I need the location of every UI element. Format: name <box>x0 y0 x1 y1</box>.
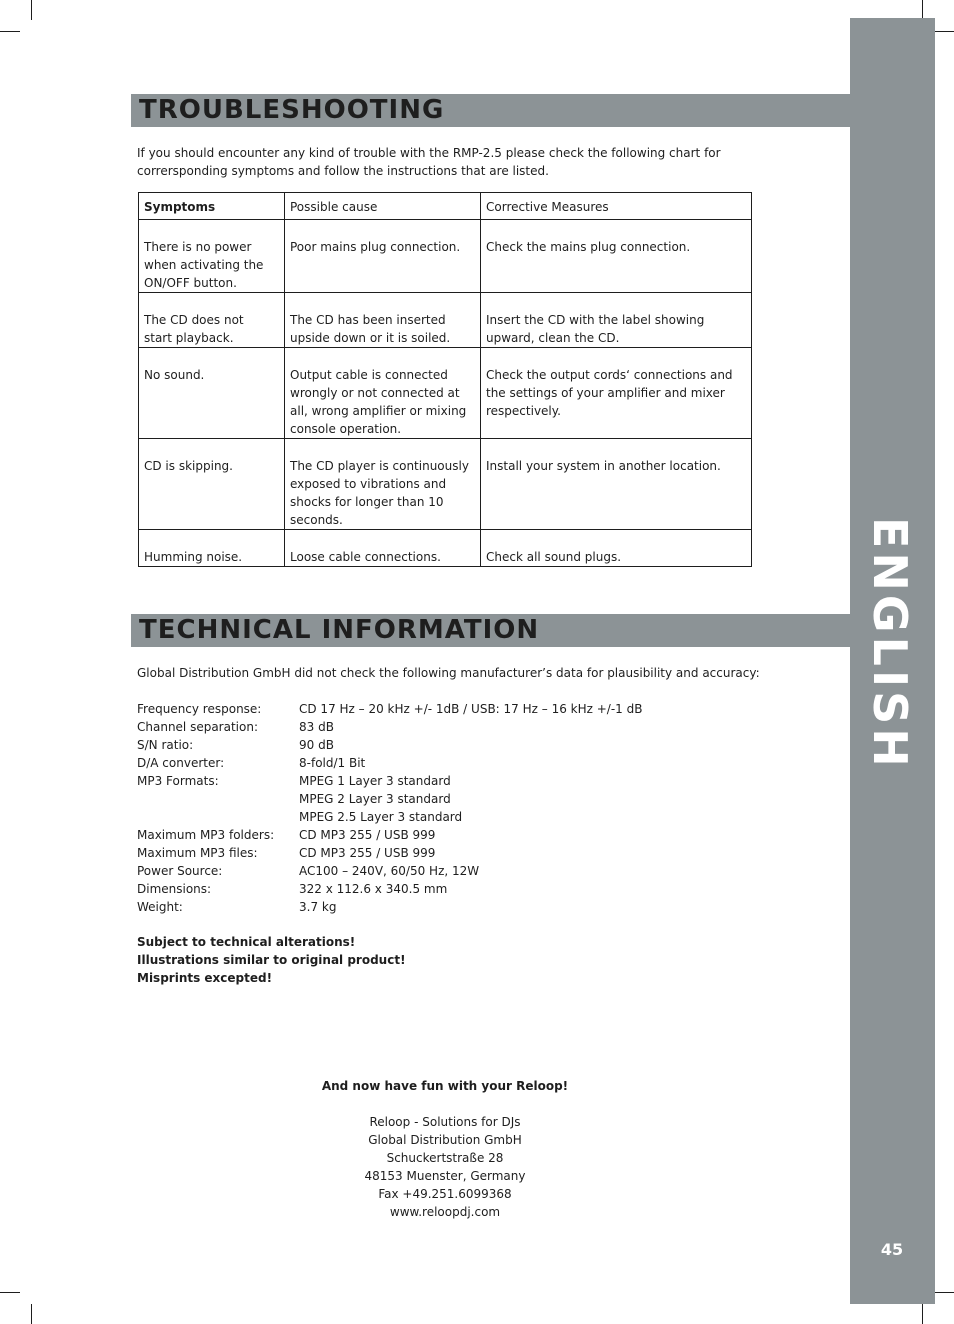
crop-mark <box>31 1304 32 1324</box>
spec-row: Power Source: AC100 – 240V, 60/50 Hz, 12W <box>137 864 480 878</box>
symptom-cell: The CD does not start playback. <box>139 293 285 348</box>
language-label: ENGLISH <box>863 517 917 771</box>
table-row <box>139 348 752 439</box>
table-row <box>139 530 752 567</box>
cause-cell: The CD has been inserted upside down or it is soiled. <box>285 293 481 348</box>
symptom-cell: No sound. <box>139 348 285 439</box>
spec-row: Channel separation: 83 dB <box>137 720 334 734</box>
closing-headline: And now have fun with your Reloop! <box>321 1079 569 1093</box>
troubleshooting-title: TROUBLESHOOTING <box>139 95 445 125</box>
troubleshooting-header <box>131 94 850 127</box>
fax-number: Fax +49.251.6099368 <box>378 1187 512 1201</box>
street-address: Schuckertstraße 28 <box>386 1151 504 1165</box>
cause-cell: Output cable is connected wrongly or not connected at all, wrong amplifier or mixing console operation. <box>285 348 481 439</box>
measure-cell: Insert the CD with the label showing upward, clean the CD. <box>481 293 752 348</box>
table-row <box>139 439 752 530</box>
measure-cell: Install your system in another location. <box>481 439 752 530</box>
symptom-cell: CD is skipping. <box>139 439 285 530</box>
spec-row: Maximum MP3 folders: CD MP3 255 / USB 999 <box>137 828 436 842</box>
measure-cell: Check all sound plugs. <box>481 530 752 567</box>
symptom-cell: Humming noise. <box>139 530 285 567</box>
company-name: Reloop - Solutions for DJs <box>369 1115 521 1129</box>
header-possible-cause: Possible cause <box>285 193 481 220</box>
table-row <box>139 220 752 293</box>
website-link[interactable]: www.reloopdj.com <box>389 1205 501 1219</box>
distributor-name: Global Distribution GmbH <box>368 1133 522 1147</box>
technical-header <box>131 614 850 647</box>
troubleshooting-table <box>138 192 752 567</box>
crop-mark <box>0 31 20 32</box>
closing-block <box>300 1077 590 1221</box>
spec-row: Maximum MP3 files: CD MP3 255 / USB 999 <box>137 846 436 860</box>
spec-row: Weight: 3.7 kg <box>137 900 337 914</box>
measure-cell: Check the mains plug connection. <box>481 220 752 293</box>
crop-mark <box>934 1292 954 1293</box>
header-corrective-measures: Corrective Measures <box>481 193 752 220</box>
spec-row: Frequency response: CD 17 Hz – 20 kHz +/- 1dB / USB: 17 Hz – 16 kHz +/-1 dB <box>137 702 643 716</box>
spec-row: S/N ratio: 90 dB <box>137 738 334 752</box>
table-row <box>139 293 752 348</box>
cause-cell: Poor mains plug connection. <box>285 220 481 293</box>
city-address: 48153 Muenster, Germany <box>364 1169 526 1183</box>
legal-notes: Subject to technical alterations! Illustrations similar to original product! Misprints excepted! <box>137 935 406 985</box>
crop-mark <box>922 1304 923 1324</box>
cause-cell: Loose cable connections. <box>285 530 481 567</box>
spec-row: MP3 Formats: MPEG 1 Layer 3 standard MPEG 2 Layer 3 standard MPEG 2.5 Layer 3 standard <box>137 774 463 824</box>
spec-row: D/A converter: 8-fold/1 Bit <box>137 756 366 770</box>
technical-title: TECHNICAL INFORMATION <box>139 615 540 645</box>
crop-mark <box>934 31 954 32</box>
spec-list <box>137 700 642 916</box>
measure-cell: Check the output cords‘ connections and the settings of your amplifier and mixer respectively. <box>481 348 752 439</box>
technical-disclaimer: Global Distribution GmbH did not check the following manufacturer’s data for plausibility and accuracy: <box>137 666 760 680</box>
table-header-row <box>139 193 752 220</box>
crop-mark <box>922 0 923 20</box>
page-number: 45 <box>880 1240 904 1259</box>
crop-mark <box>0 1292 20 1293</box>
symptom-cell: There is no power when activating the ON/OFF button. <box>139 220 285 293</box>
spec-row: Dimensions: 322 x 112.6 x 340.5 mm <box>137 882 448 896</box>
cause-cell: The CD player is continuously exposed to vibrations and shocks for longer than 10 seconds. <box>285 439 481 530</box>
troubleshooting-intro: If you should encounter any kind of trouble with the RMP-2.5 please check the following chart for corrersponding symptoms and follow the instructions that are listed. <box>137 146 721 178</box>
crop-mark <box>31 0 32 20</box>
header-symptoms: Symptoms <box>139 193 285 220</box>
